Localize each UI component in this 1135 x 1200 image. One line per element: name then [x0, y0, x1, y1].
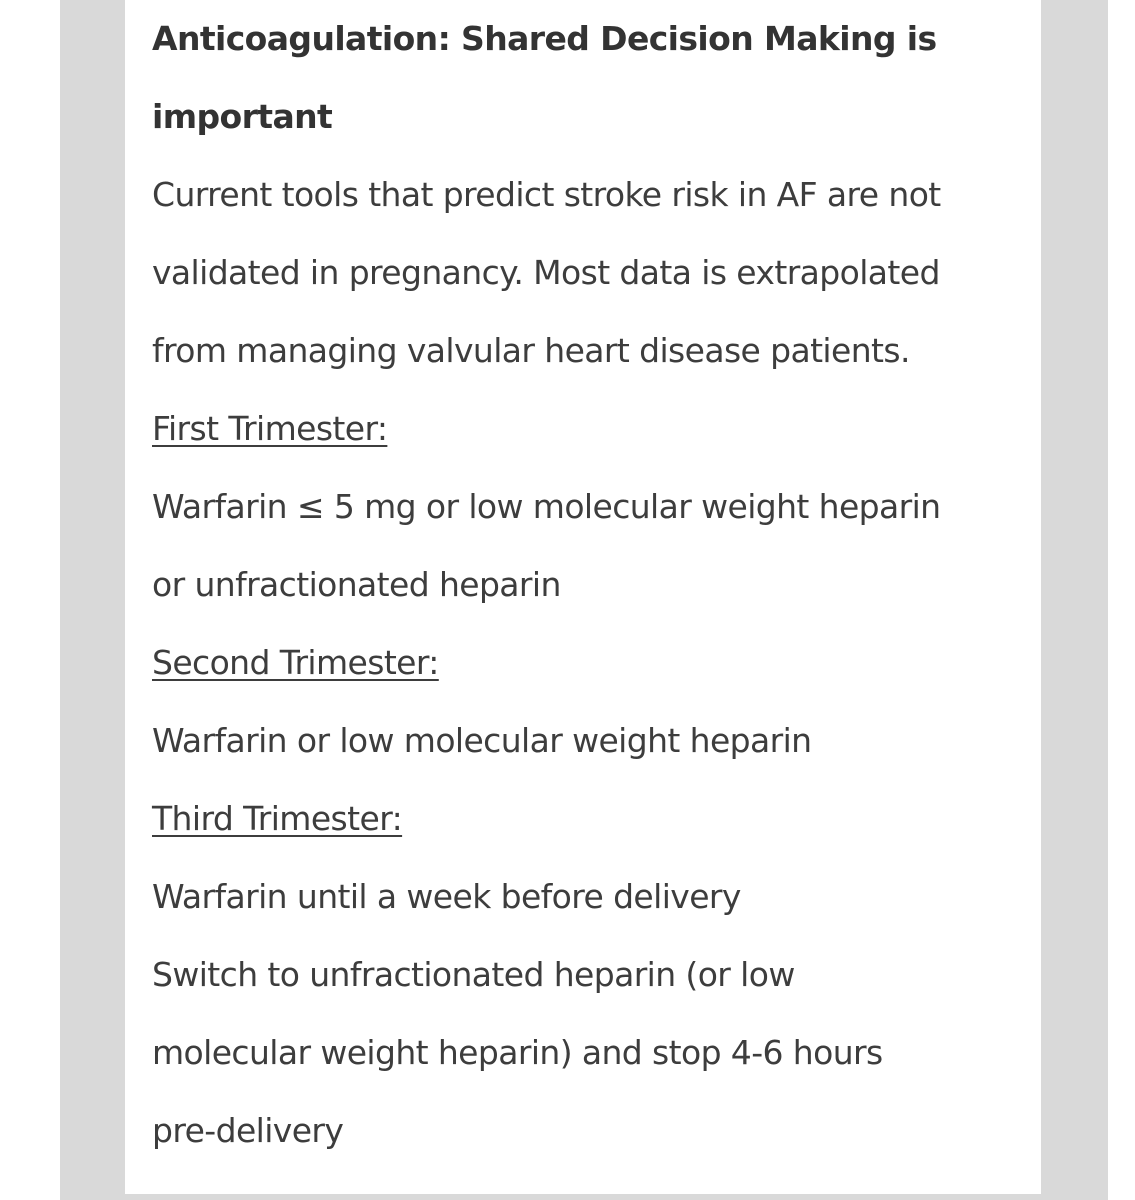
third-trimester-text-line-1: Warfarin until a week before delivery	[152, 877, 741, 916]
first-trimester-text-line-2: or unfractionated heparin	[152, 565, 561, 604]
intro-text-line-1: Current tools that predict stroke risk in AF are not	[152, 175, 941, 214]
second-trimester-subheading	[152, 624, 1022, 702]
second-trimester-label: Second Trimester:	[152, 643, 439, 682]
third-trimester-label: Third Trimester:	[152, 799, 403, 838]
intro-text-line-3: from managing valvular heart disease patients.	[152, 331, 910, 370]
intro-text-line-2: validated in pregnancy. Most data is extrapolated	[152, 253, 940, 292]
third-trimester-text-line-2: Switch to unfractionated heparin (or low	[152, 955, 795, 994]
third-trimester-text-line-4: pre-delivery	[152, 1111, 344, 1150]
first-trimester-subheading	[152, 390, 1022, 468]
first-trimester-label: First Trimester:	[152, 409, 388, 448]
section-heading-line-1: Anticoagulation: Shared Decision Making is	[152, 19, 937, 58]
third-trimester-subheading	[152, 780, 1022, 858]
content-card	[125, 0, 1041, 1194]
third-trimester-text-line-3: molecular weight heparin) and stop 4-6 hours	[152, 1033, 883, 1072]
second-trimester-text-line-1: Warfarin or low molecular weight heparin	[152, 721, 812, 760]
section-heading-line-2: important	[152, 97, 333, 136]
article-body	[152, 0, 1022, 1170]
first-trimester-text-line-1: Warfarin ≤ 5 mg or low molecular weight heparin	[152, 487, 941, 526]
